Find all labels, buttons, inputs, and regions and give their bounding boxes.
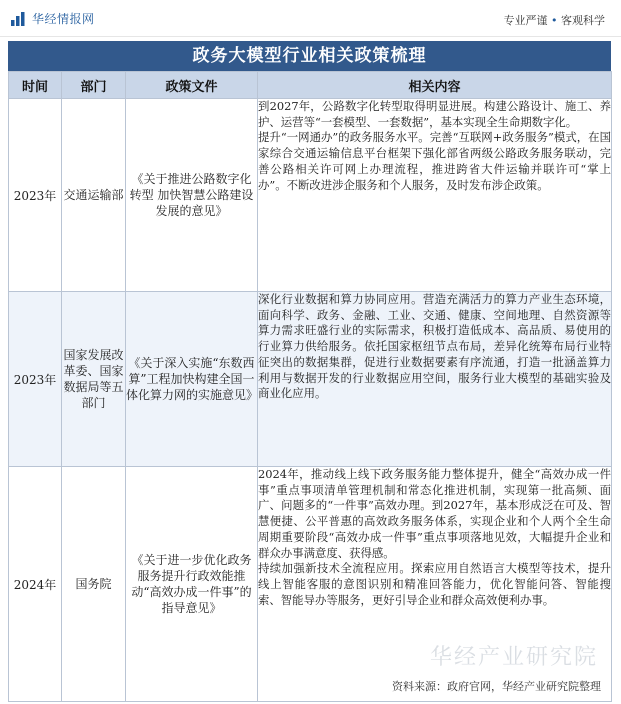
table-header-row — [9, 72, 612, 99]
top-bar — [0, 0, 621, 37]
slogan-left: 专业严谨 — [503, 14, 548, 27]
source-note: 资料来源：政府官网，华经产业研究院整理 — [392, 680, 601, 693]
slogan — [504, 12, 606, 28]
table-title: 政务大模型行业相关政策梳理 — [8, 41, 611, 71]
column-header-content: 相关内容 — [258, 72, 612, 99]
content-paragraph: 持续加强新技术全流程应用。探索应用自然语言大模型等技术，提升线上智能客服的意图识别和精准回答能力，优化智能问答、智能搜索、智能导办等服务，更好引导企业和群众高效便利办事。 — [258, 561, 611, 607]
cell-content — [258, 467, 612, 702]
cell-policy-document: 《关于进一步优化政务服务提升行政效能推动“高效办成一件事”的指导意见》 — [126, 467, 258, 702]
cell-department: 国务院 — [62, 467, 126, 702]
cell-year: 2024年 — [9, 467, 62, 702]
cell-policy-document: 《关于深入实施“东数西算”工程加快构建全国一体化算力网的实施意见》 — [126, 292, 258, 467]
cell-content — [258, 99, 612, 292]
content-paragraph: 2024年，推动线上线下政务服务能力整体提升，健全“高效办成一件事”重点事项清单管理机制和常态化推进机制，实现第一批高频、面广、问题多的“一件事”高效办理。到2027年，基本形成泛在可及、智慧便捷、公平普惠的高效政务服务体系，实现企业和个人两个全生命周期重要阶段“高效办成一件事”重点事项落地见效，大幅提升企业和群众办事满意度、获得感。 — [258, 467, 611, 560]
content-paragraph: 深化行业数据和算力协同应用。营造充满活力的算力产业生态环境，面向科学、政务、金融、工业、交通、健康、空间地理、自然资源等算力需求旺盛行业的实际需求，积极打造低成本、高品质、易使用的行业算力供给服务。依托国家枢纽节点布局，差异化统筹布局行业特征突出的数据集群，促进行业数据要素有序流通，打造一批涵盖算力利用与数据开发的行业数据应用空间，服务行业大模型的基础实验及商业化应用。 — [258, 292, 611, 401]
column-header-time: 时间 — [9, 72, 62, 99]
table-row — [9, 292, 612, 467]
cell-year: 2023年 — [9, 292, 62, 467]
column-header-department: 部门 — [62, 72, 126, 99]
table-row — [9, 467, 612, 702]
cell-content — [258, 292, 612, 467]
cell-department: 国家发展改革委、国家数据局等五部门 — [62, 292, 126, 467]
logo-text: 华经情报网 — [32, 12, 95, 26]
policy-table — [8, 71, 612, 702]
slogan-separator: • — [551, 14, 558, 27]
content-paragraph: 到2027年，公路数字化转型取得明显进展。构建公路设计、施工、养护、运营等“一套模型、一套数据”，基本实现全生命期数字化。 — [258, 99, 611, 129]
table-row — [9, 99, 612, 292]
watermark: 华经产业研究院 — [430, 645, 599, 670]
content-paragraph: 提升“一网通办”的政务服务水平。完善“互联网+政务服务”模式，在国家综合交通运输信息平台框架下强化部省两级公路政务服务联动，完善公路相关许可网上办理流程，推进跨省大件运输并联许可“掌上办”。不断改进涉企服务和个人服务，及时发布涉企政策。 — [258, 130, 611, 192]
slogan-right: 客观科学 — [561, 14, 605, 27]
cell-policy-document: 《关于推进公路数字化转型 加快智慧公路建设发展的意见》 — [126, 99, 258, 292]
column-header-policy-document: 政策文件 — [126, 72, 258, 99]
bar-chart-icon — [10, 11, 28, 27]
site-logo[interactable] — [10, 10, 95, 27]
cell-department: 交通运输部 — [62, 99, 126, 292]
cell-year: 2023年 — [9, 99, 62, 292]
